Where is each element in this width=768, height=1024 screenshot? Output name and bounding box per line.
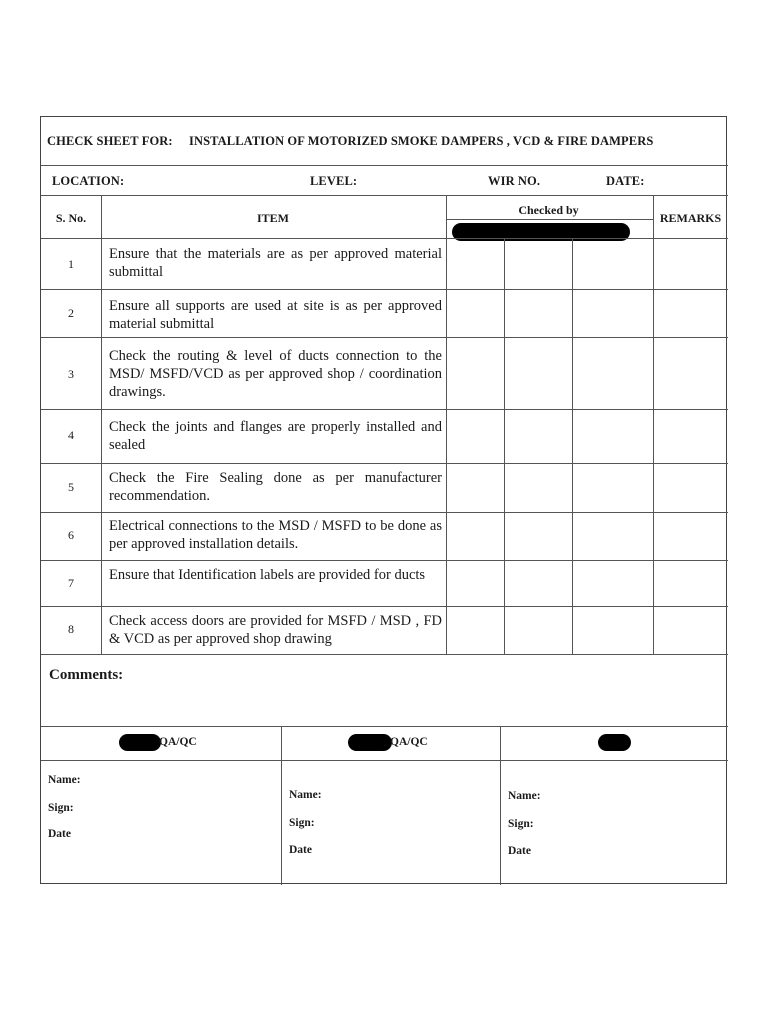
date-label: DATE: [606, 174, 645, 188]
redacted-mark [119, 734, 161, 751]
row-number: 6 [68, 528, 74, 542]
checklist-item-text: Electrical connections to the MSD / MSFD to be done as per approved installation details. [109, 518, 442, 552]
checklist-item-text: Ensure all supports are used at site is as per approved material submittal [109, 298, 442, 332]
checklist-item-text: Check access doors are provided for MSFD / MSD , FD & VCD as per approved shop drawing [109, 613, 442, 647]
checklist-item-text: Ensure that Identification labels are provided for ducts [109, 567, 426, 583]
name-label: Name: [508, 790, 541, 802]
checklist-item-text: Check the routing & level of ducts connection to the MSD/ MSFD/VCD as per approved shop / coordination drawings. [109, 348, 442, 400]
date-field-label: Date [48, 828, 71, 840]
redacted-mark [348, 734, 392, 751]
row-number: 2 [68, 306, 74, 320]
role-label: QA/QC [159, 736, 197, 748]
name-label: Name: [289, 789, 322, 801]
sign-label: Sign: [508, 818, 534, 830]
check-sheet-title: INSTALLATION OF MOTORIZED SMOKE DAMPERS , VCD & FIRE DAMPERS [189, 134, 654, 148]
level-label: LEVEL: [310, 174, 358, 188]
role-label: QA/QC [390, 736, 428, 748]
wir-no-label: WIR NO. [488, 174, 541, 188]
sign-label: Sign: [48, 802, 74, 814]
location-label: LOCATION: [52, 174, 125, 188]
row-number: 8 [68, 622, 74, 636]
date-field-label: Date [289, 844, 312, 856]
remarks-header: REMARKS [659, 211, 722, 225]
row-number: 4 [68, 428, 74, 442]
sno-header: S. No. [55, 211, 87, 225]
row-number: 3 [68, 367, 74, 381]
check-sheet-form [40, 116, 727, 884]
checklist-item-text: Check the Fire Sealing done as per manufacturer recommendation. [109, 470, 442, 504]
row-number: 1 [68, 257, 74, 271]
row-number: 7 [68, 576, 74, 590]
date-field-label: Date [508, 845, 531, 857]
checklist-item-text: Ensure that the materials are as per approved material submittal [109, 246, 442, 280]
comments-label: Comments: [49, 667, 124, 683]
redacted-mark [598, 734, 631, 751]
checklist-item-text: Check the joints and flanges are properly installed and sealed [109, 419, 442, 453]
check-sheet-label: CHECK SHEET FOR: [47, 134, 173, 148]
name-label: Name: [48, 774, 81, 786]
sign-label: Sign: [289, 817, 315, 829]
row-number: 5 [68, 480, 74, 494]
checked-by-header: Checked by [518, 203, 579, 217]
item-header: ITEM [256, 211, 289, 225]
